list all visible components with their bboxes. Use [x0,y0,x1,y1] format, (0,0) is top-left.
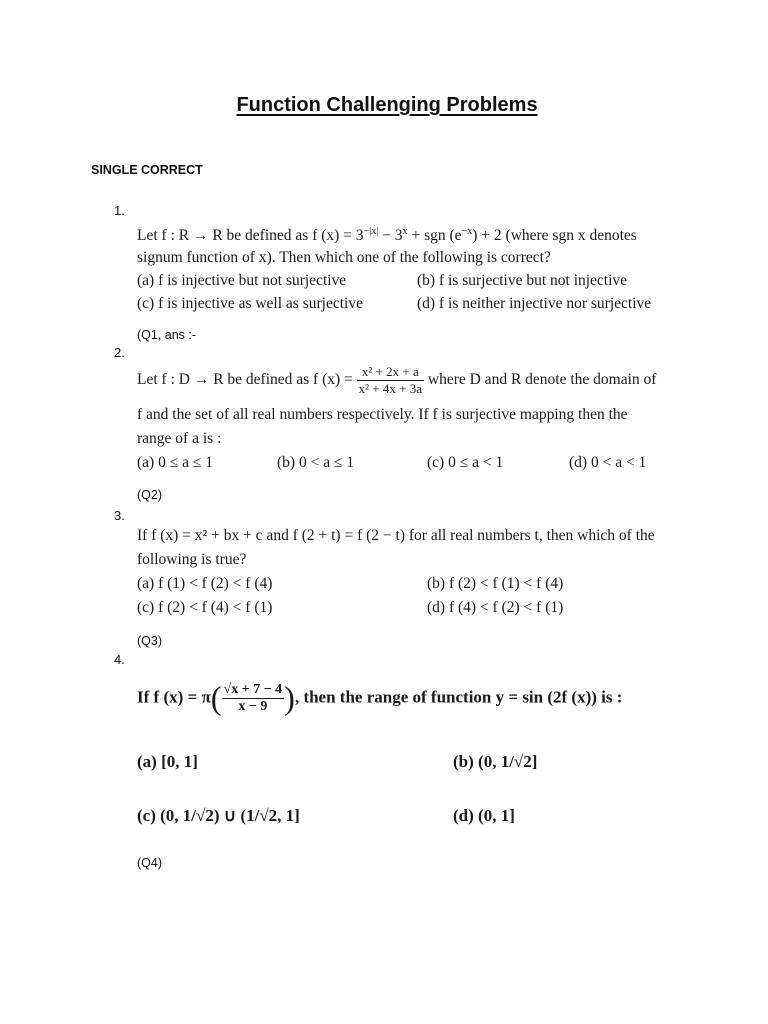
q3-line-2: following is true? [137,551,247,568]
q2-option-c: (c) 0 ≤ a < 1 [427,454,504,471]
q3-option-c: (c) f (2) < f (4) < f (1) [137,599,273,616]
q1-text-part: Let f : R → R be defined as f (x) = 3 [137,227,364,245]
q3-note: (Q3) [137,634,162,648]
q1-option-c: (c) f is injective as well as surjective [137,295,363,312]
q2-fraction-denominator: x² + 4x + 3a [358,381,422,396]
q1-option-d: (d) f is neither injective nor surjective [417,295,652,312]
question-3-block [137,527,727,623]
q1-text-part: + sgn (e [407,227,462,245]
question-2-block [137,364,727,478]
q1-option-a: (a) f is injective but not surjective [137,272,347,289]
q1-exponent: −|x| [363,226,379,237]
q2-text-part: where D and R denote the domain of [427,371,657,389]
q3-option-d: (d) f (4) < f (2) < f (1) [427,599,564,616]
q2-fraction-numerator: x² + 2x + a [357,364,424,381]
q2-option-b: (b) 0 < a ≤ 1 [277,454,355,471]
q1-line-2: signum function of x). Then which one of the following is correct? [137,249,551,266]
question-4-block: If f (x) = π( $\frac{√x + 7 - 4}{x - 9}$ ), then the range of function y = sin (2f (x)) is : (a) [0, 1] (b) (0, 1/√2] (c) (0, 1/√2) ∪ (1/√2, 1] (d) (0, 1] [137,680,623,825]
q1-exponent: −x [461,226,473,237]
question-number: 3. [114,508,125,523]
q1-note: (Q1, ans :- [137,328,197,342]
q4-option-a: (a) [0, 1] [137,752,198,771]
q2-text-part: Let f : D → R be defined as f (x) = [137,371,353,389]
q4-text-part: , then the range of function y = sin (2f (x)) is : [294,687,623,707]
q4-note: (Q4) [137,856,162,870]
q2-line-2: f and the set of all real numbers respectively. If f is surjective mapping then the [137,406,628,423]
q4-option-d: (d) (0, 1] [453,806,515,825]
page-title: Function Challenging Problems [236,94,538,116]
q4-text-part: If f (x) = π [137,687,211,707]
q2-option-d: (d) 0 < a < 1 [569,454,647,471]
q2-option-a: (a) 0 ≤ a ≤ 1 [137,454,213,471]
q1-option-b: (b) f is surjective but not injective [417,272,628,289]
question-1-block [137,226,727,320]
q1-text-part: − 3 [378,227,403,245]
question-number: 1. [114,203,125,218]
q3-line-1: If f (x) = x² + bx + c and f (2 + t) = f (2 − t) for all real numbers t, then which of the [137,527,655,544]
q2-note: (Q2) [137,488,162,502]
q1-exponent: x [402,226,408,237]
question-number: 4. [114,652,125,667]
q2-line-3: range of a is : [137,430,222,447]
q4-option-c: (c) (0, 1/√2) ∪ (1/√2, 1] [137,806,300,825]
q4-fraction-denominator: x − 9 [238,699,268,715]
question-number: 2. [114,345,125,360]
q4-option-b: (b) (0, 1/√2] [453,752,538,771]
q3-option-a: (a) f (1) < f (2) < f (4) [137,575,273,592]
q1-text-part: ) + 2 (where sgn x denotes [472,227,637,245]
q3-option-b: (b) f (2) < f (1) < f (4) [427,575,564,592]
q4-fraction-numerator: √x + 7 − 4 [223,682,283,698]
section-heading: SINGLE CORRECT [91,163,203,177]
